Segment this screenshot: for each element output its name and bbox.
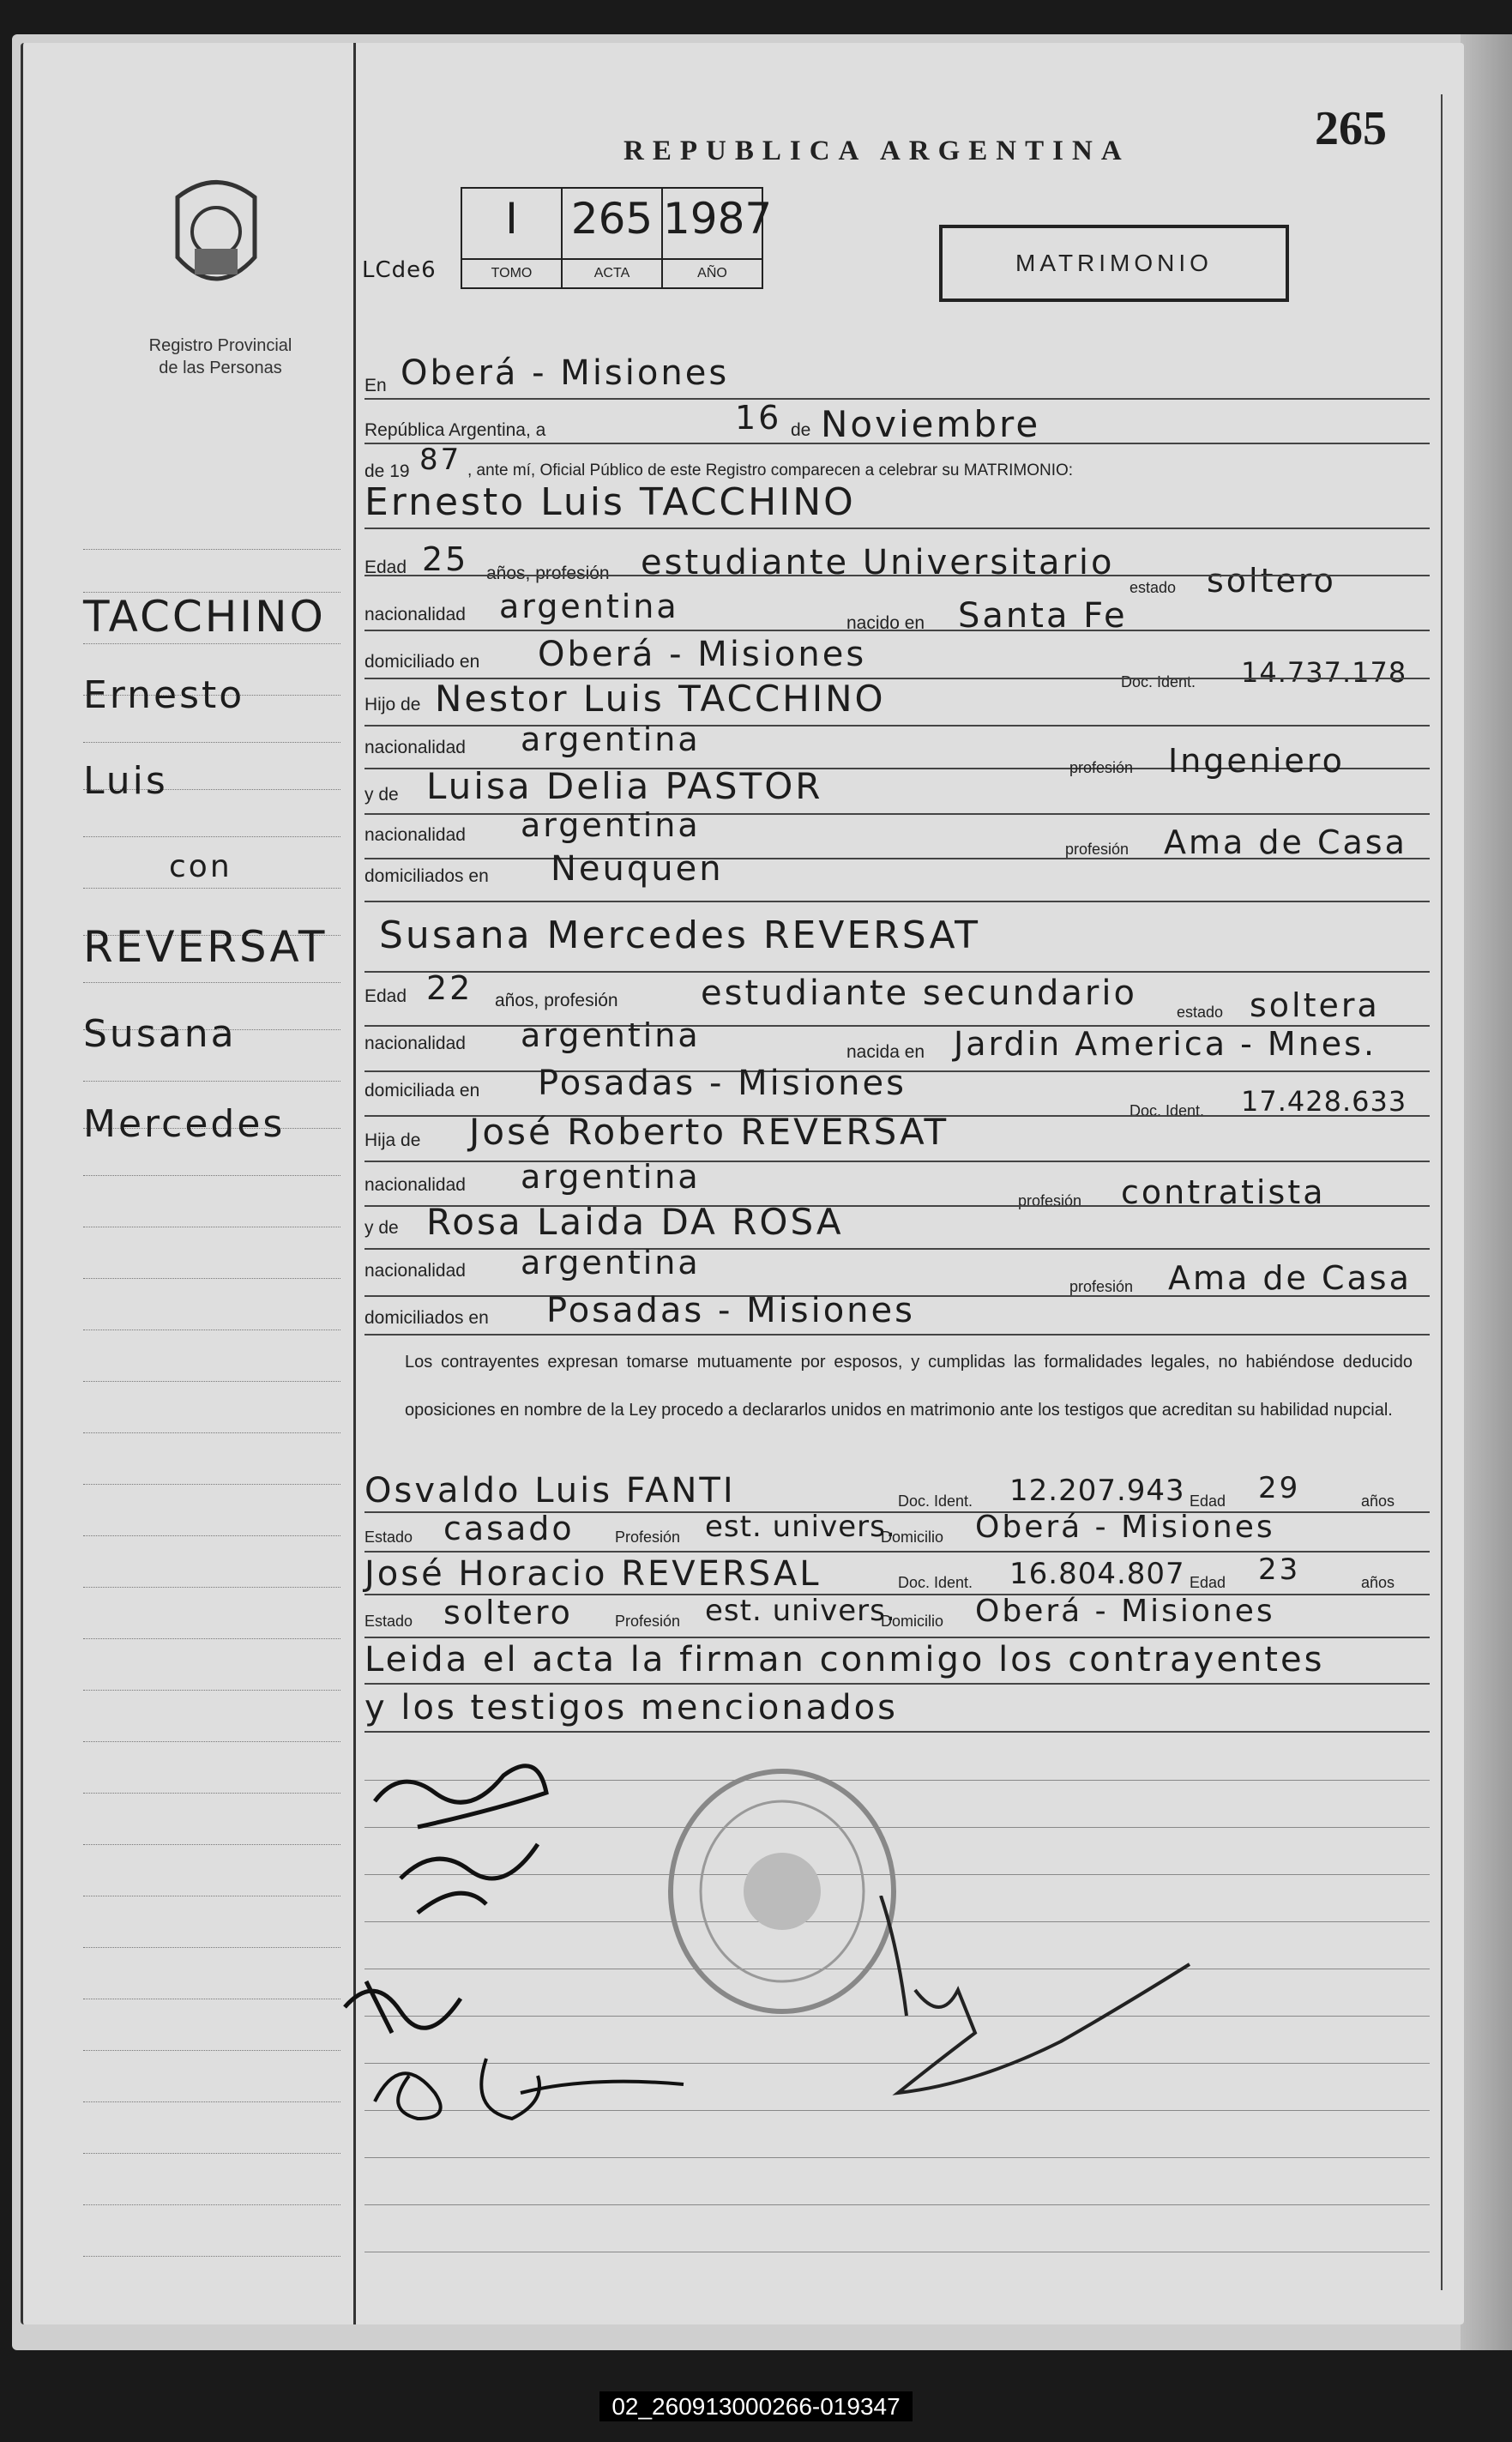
witness-1-doc: 12.207.943: [1009, 1474, 1185, 1508]
label-de: de: [791, 420, 811, 440]
bride-age: 22: [426, 969, 473, 1007]
field-label: Edad: [364, 558, 407, 577]
field-label: domiciliados en: [364, 1308, 489, 1328]
field-label: nacido en: [846, 613, 925, 633]
label-ante: , ante mí, Oficial Público de este Registro comparecen a celebrar su MATRIMONIO:: [467, 461, 1074, 479]
groom-father-nationality: argentina: [521, 721, 701, 758]
tomo-box: [462, 189, 563, 287]
field-label: Edad: [1190, 1492, 1226, 1510]
witness-1-age: 29: [1258, 1471, 1301, 1505]
field-label: 1987: [663, 194, 773, 244]
witness-2-doc: 16.804.807: [1009, 1557, 1185, 1591]
signature-witness: [366, 2041, 692, 2136]
groom-name: Ernesto Luis TACCHINO: [364, 480, 856, 524]
field-label: Doc. Ident.: [898, 1492, 973, 1510]
field-label: Hija de: [364, 1131, 421, 1150]
witness-1-name: Osvaldo Luis FANTI: [364, 1471, 736, 1510]
field-label: estado: [1129, 579, 1177, 596]
bride-father: José Roberto REVERSAT: [469, 1111, 949, 1153]
act-day: 16: [735, 399, 782, 437]
bride-domicile: Posadas - Misiones: [538, 1064, 907, 1103]
record-page: [21, 43, 1464, 2324]
footer-id: [0, 2393, 1512, 2421]
field-label: domiciliado en: [364, 652, 480, 672]
act-month: Noviembre: [821, 403, 1041, 445]
field-label: profesión: [1069, 1278, 1134, 1295]
groom-father: Nestor Luis TACCHINO: [435, 678, 886, 720]
groom-age: 25: [422, 540, 469, 578]
field-label: 265: [570, 194, 654, 244]
field-label: años, profesión: [486, 564, 610, 583]
field-label: I: [505, 194, 518, 244]
bride-doc: 17.428.633: [1241, 1085, 1407, 1118]
witness-1-domicile: Oberá - Misiones: [975, 1510, 1275, 1545]
signature-official: [846, 1896, 1207, 2127]
groom-father-profession: Ingeniero: [1168, 742, 1345, 780]
witness-2-domicile: Oberá - Misiones: [975, 1594, 1275, 1629]
field-label: nacionalidad: [364, 738, 466, 757]
bride-parents-domicile: Posadas - Misiones: [546, 1291, 915, 1330]
witness-2-age: 23: [1258, 1553, 1301, 1587]
registry-line-1: Registro Provincial: [148, 336, 292, 355]
margin-name-bride-1: Susana: [83, 1012, 237, 1056]
bride-profession: estudiante secundario: [701, 974, 1137, 1013]
margin-surname-bride: REVERSAT: [83, 922, 328, 972]
book-edge: [1461, 34, 1512, 2350]
field-label: Domicilio: [881, 1613, 944, 1630]
witness-1-profession: est. univers.: [705, 1510, 896, 1544]
field-label: nacionalidad: [364, 825, 466, 845]
field-label: Edad: [1190, 1574, 1226, 1591]
groom-nationality: argentina: [499, 588, 679, 625]
groom-mother-profession: Ama de Casa: [1164, 823, 1407, 861]
field-label: profesión: [1018, 1192, 1082, 1209]
bride-mother: Rosa Laida DA ROSA: [426, 1201, 844, 1243]
field-label: Estado: [364, 1529, 413, 1546]
witness-2-name: José Horacio REVERSAL: [364, 1554, 822, 1594]
field-label: domiciliada en: [364, 1081, 480, 1100]
bride-mother-nationality: argentina: [521, 1244, 701, 1281]
witness-2-profession: est. univers.: [705, 1594, 896, 1628]
registry-line-2: de las Personas: [159, 359, 282, 377]
country-title: REPUBLICA ARGENTINA: [623, 136, 1130, 166]
bride-name: Susana Mercedes REVERSAT: [379, 913, 981, 957]
field-label: años, profesión: [495, 991, 618, 1010]
field-label: 02_260913000266-019347: [599, 2391, 912, 2421]
field-label: Hijo de: [364, 695, 421, 715]
groom-domicile: Oberá - Misiones: [538, 635, 867, 674]
groom-status: soltero: [1207, 562, 1336, 600]
field-label: y de: [364, 785, 399, 805]
field-label: Doc. Ident.: [1129, 1102, 1205, 1119]
anio-box: [663, 189, 773, 287]
act-place: Oberá - Misiones: [401, 353, 730, 393]
groom-mother-nationality: argentina: [521, 806, 701, 844]
margin-name-groom-2: Luis: [83, 759, 168, 803]
field-label: nacida en: [846, 1042, 925, 1062]
field-label: profesión: [1069, 759, 1134, 776]
bride-father-nationality: argentina: [521, 1158, 701, 1196]
acta-box: [563, 189, 663, 287]
act-year: 87: [419, 443, 462, 477]
closing-line-2: y los testigos mencionados: [364, 1688, 898, 1727]
field-label: años: [1361, 1492, 1395, 1510]
field-label: y de: [364, 1218, 399, 1238]
field-label: profesión: [1065, 841, 1129, 858]
margin-surname-groom: TACCHINO: [83, 592, 326, 642]
coat-of-arms-logo: [160, 172, 272, 309]
registry-name: [117, 335, 323, 379]
label-en: En: [364, 376, 387, 395]
field-label: Domicilio: [881, 1529, 944, 1546]
field-label: nacionalidad: [364, 1261, 466, 1281]
field-label: Doc. Ident.: [898, 1574, 973, 1591]
page-number: 265: [1315, 102, 1387, 155]
bride-mother-profession: Ama de Casa: [1168, 1259, 1412, 1297]
margin-name-bride-2: Mercedes: [83, 1102, 286, 1146]
field-label: estado: [1177, 1004, 1224, 1021]
bride-nationality: argentina: [521, 1016, 701, 1054]
statement-text: Los contrayentes expresan tomarse mutuamente por esposos, y cumplidas las formalidades legales, no habiéndose deducido oposiciones en nombre de la Ley procedo a declararlos unidos en matrimonio ante los testigos que acreditan su habilidad nupcial.: [405, 1353, 1413, 1420]
groom-mother: Luisa Delia PASTOR: [426, 765, 823, 807]
field-label: Estado: [364, 1613, 413, 1630]
groom-profession: estudiante Universitario: [641, 543, 1115, 582]
groom-doc: 14.737.178: [1241, 656, 1407, 689]
document-type: MATRIMONIO: [939, 225, 1289, 302]
field-label: Profesión: [615, 1529, 681, 1546]
field-label: nacionalidad: [364, 1034, 466, 1053]
witness-1-status: casado: [443, 1510, 575, 1547]
field-label: Doc. Ident.: [1121, 673, 1196, 690]
record-boxes: [461, 187, 773, 289]
field-label: Profesión: [615, 1613, 681, 1630]
bride-father-profession: contratista: [1121, 1173, 1326, 1211]
field-label: años: [1361, 1574, 1395, 1591]
field-label: nacionalidad: [364, 1175, 466, 1195]
signature-bride: [340, 1964, 469, 2041]
label-republica: República Argentina, a: [364, 420, 546, 440]
groom-birthplace: Santa Fe: [958, 596, 1128, 636]
right-rule: [1441, 94, 1443, 2290]
field-label: AÑO: [663, 258, 762, 287]
bride-status: soltera: [1250, 986, 1380, 1024]
closing-line-1: Leida el acta la firman conmigo los contrayentes: [364, 1640, 1325, 1679]
field-label: TOMO: [462, 258, 561, 287]
margin-name-groom-1: Ernesto: [83, 673, 245, 717]
field-label: Edad: [364, 986, 407, 1006]
bride-birthplace: Jardin America - Mnes.: [954, 1025, 1377, 1063]
signature-groom: [366, 1750, 572, 1947]
margin-con: con: [169, 849, 232, 884]
label-de19: de 19: [364, 461, 410, 481]
witness-2-status: soltero: [443, 1594, 573, 1631]
field-label: nacionalidad: [364, 605, 466, 624]
margin-code: LCde6: [362, 257, 437, 283]
field-label: ACTA: [563, 258, 661, 287]
groom-parents-domicile: Neuquen: [551, 849, 724, 889]
field-label: domiciliados en: [364, 866, 489, 886]
